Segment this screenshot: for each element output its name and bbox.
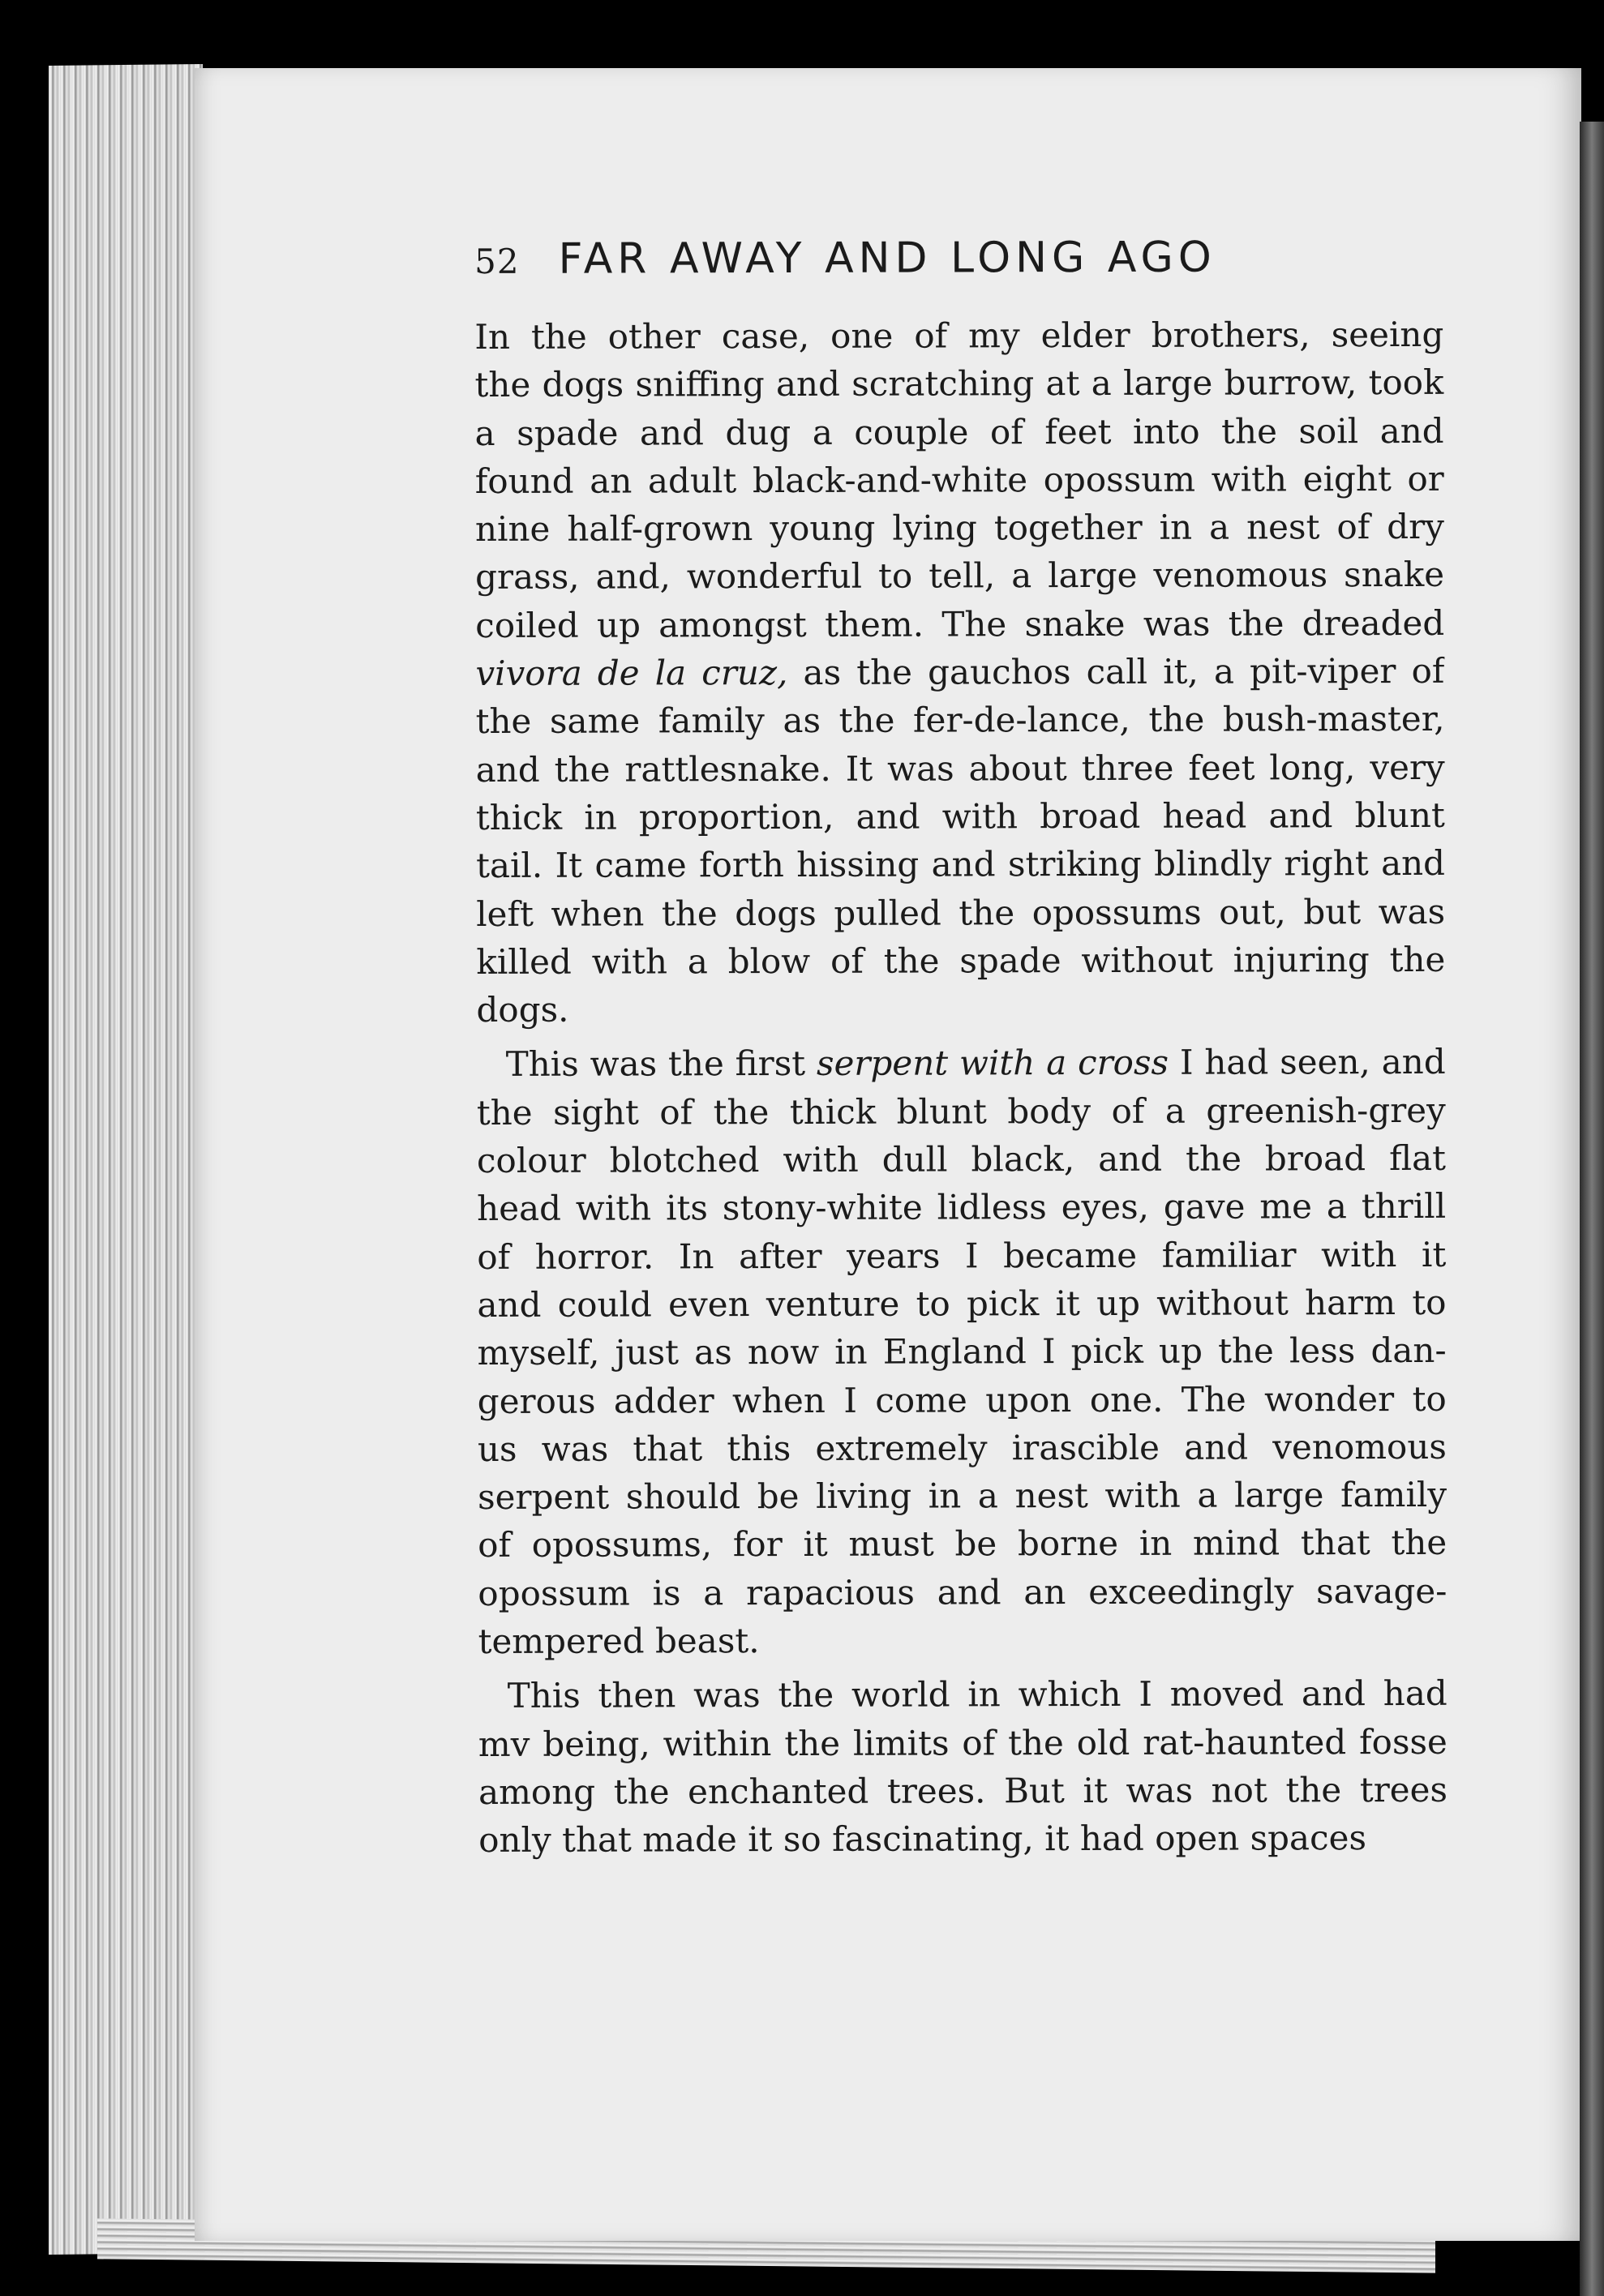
text-line: colour blotched with dull black, and the broad flat bbox=[476, 1137, 1447, 1181]
text-line: tail. It came forth hissing and striking blindly right and bbox=[475, 843, 1446, 886]
text-line: This then was the world in which I moved and had bbox=[507, 1673, 1447, 1716]
page-header bbox=[474, 233, 1443, 308]
text-line: found an adult black-and-white opossum with eight or bbox=[474, 458, 1444, 501]
text-line: the dogs sniffing and scratching at a large burrow, took bbox=[474, 362, 1444, 405]
text-block bbox=[474, 233, 1447, 1865]
text-line: nine half-grown young lying together in a nest of dry bbox=[474, 507, 1445, 550]
text-line: us was that this extremely irascible and venomous bbox=[477, 1426, 1447, 1469]
text-line: left when the dogs pulled the opossums out, but was bbox=[476, 891, 1446, 934]
text-line: of horror. In after years I became familiar with it bbox=[477, 1234, 1447, 1277]
page-stack-edges bbox=[49, 64, 203, 2255]
text-line: among the enchanted trees. But it was not the trees bbox=[478, 1769, 1448, 1812]
text-line: only that made it so fascinating, it had open spaces bbox=[478, 1818, 1367, 1861]
binding-edge bbox=[1580, 122, 1604, 2296]
text-line: In the other case, one of my elder brothers, seeing bbox=[474, 314, 1444, 357]
italic-phrase: vivora de la cruz, bbox=[475, 653, 788, 694]
text-line: mv being, within the limits of the old rat-haunted fosse bbox=[478, 1721, 1447, 1764]
text-line: myself, just as now in England I pick up the less dan- bbox=[477, 1330, 1447, 1373]
text-line: This was the first serpent with a cross I had seen, and bbox=[505, 1042, 1446, 1085]
text-line: opossum is a rapacious and an exceedingly savage- bbox=[478, 1570, 1447, 1613]
text-line: and the rattlesnake. It was about three feet long, very bbox=[475, 747, 1445, 790]
text-line: grass, and, wonderful to tell, a large venomous snake bbox=[475, 555, 1445, 598]
text-line: coiled up amongst them. The snake was the dreaded bbox=[475, 602, 1445, 645]
text-line: and could even venture to pick it up without harm to bbox=[477, 1282, 1447, 1325]
page-number: 52 bbox=[474, 241, 520, 281]
running-title: FAR AWAY AND LONG AGO bbox=[558, 233, 1216, 284]
text-line: the same family as the fer-de-lance, the bush-master, bbox=[475, 699, 1445, 742]
text-line: a spade and dug a couple of feet into the soil and bbox=[474, 410, 1444, 453]
text-line: gerous adder when I come upon one. The wonder to bbox=[477, 1378, 1447, 1421]
text-line: dogs. bbox=[476, 989, 569, 1030]
text-line: of opossums, for it must be borne in mind that the bbox=[478, 1523, 1447, 1566]
text-line: tempered beast. bbox=[478, 1621, 760, 1662]
text-line: vivora de la cruz, as the gauchos call it, a pit-viper of bbox=[475, 650, 1445, 694]
text-line: the sight of the thick blunt body of a greenish-grey bbox=[476, 1090, 1446, 1133]
text-line: thick in proportion, and with broad head and blunt bbox=[475, 795, 1445, 837]
text-line: serpent should be living in a nest with a large family bbox=[478, 1474, 1447, 1518]
italic-phrase: serpent with a cross bbox=[816, 1043, 1169, 1084]
text-line: killed with a blow of the spade without injuring the bbox=[476, 939, 1446, 982]
body-text bbox=[474, 311, 1447, 1865]
text-line: head with its stony-white lidless eyes, gave me a thrill bbox=[477, 1186, 1447, 1229]
